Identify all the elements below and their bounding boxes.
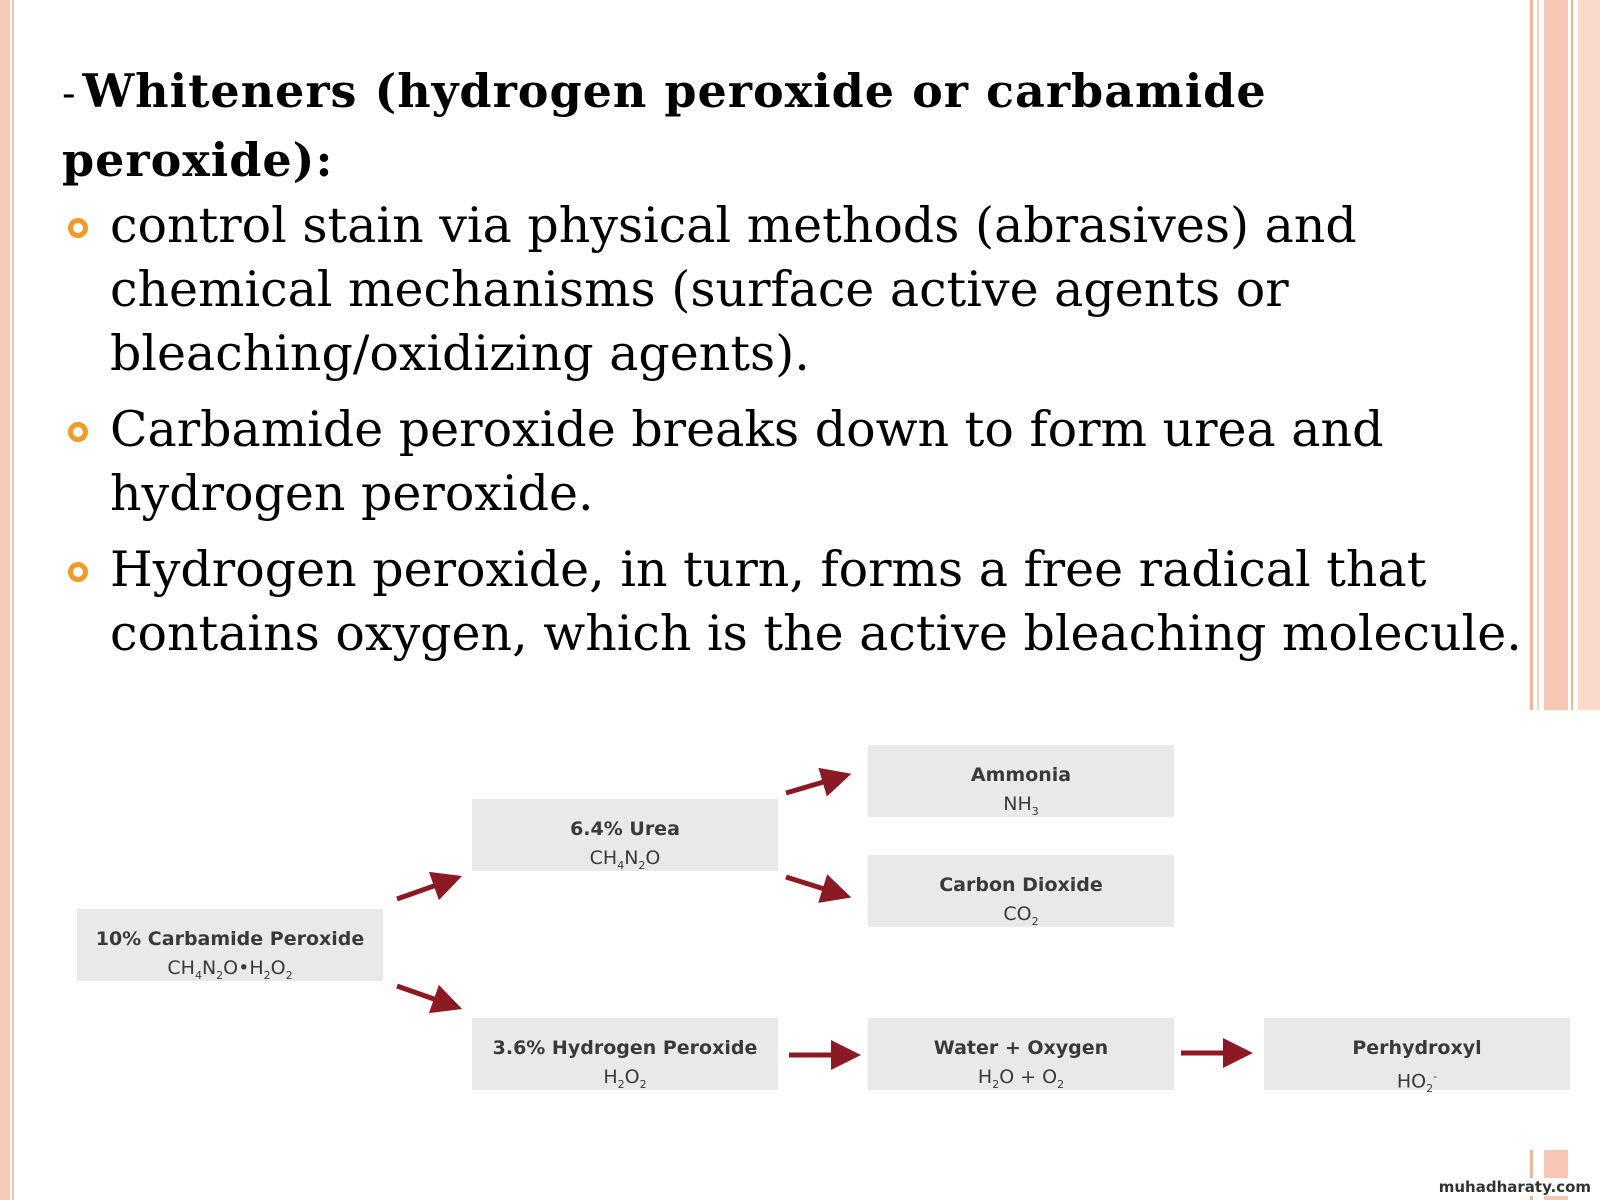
hydrogen-peroxide-box <box>472 1018 778 1090</box>
bullet-text: Hydrogen peroxide, in turn, forms a free radical that contains oxygen, which is the active bleaching molecule. <box>110 541 1522 662</box>
arrow-urea-to-co2 <box>786 877 837 893</box>
heading-dash: - <box>62 71 77 117</box>
heading-text: Whiteners (hydrogen peroxide or carbamide peroxide): <box>62 64 1267 187</box>
box-label: 3.6% Hydrogen Peroxide <box>492 1037 758 1059</box>
box-label: 6.4% Urea <box>570 818 680 840</box>
arrow-carbamide-to-peroxide <box>397 986 448 1004</box>
carbamide-peroxide-box <box>77 909 383 981</box>
box-formula: $H_2O + O_2$ <box>977 1066 1065 1091</box>
box-formula: $CH_4N_2O$ <box>589 847 661 872</box>
perhydroxyl-box <box>1264 1018 1570 1096</box>
box-formula: $CH_4N_2O•H_2O_2$ <box>167 957 293 982</box>
box-formula: $NH_3$ <box>1003 793 1039 818</box>
box-formula: $HO_2^-$ <box>1396 1070 1438 1096</box>
box-label: Perhydroxyl <box>1352 1037 1482 1059</box>
arrow-carbamide-to-urea <box>397 881 448 899</box>
urea-box <box>472 799 778 871</box>
arrow-urea-to-ammonia <box>786 778 837 793</box>
site-watermark: muhadharaty.com <box>1436 1178 1594 1196</box>
box-formula: $H_2O_2$ <box>603 1066 647 1091</box>
box-formula: $CO_2$ <box>1003 903 1039 928</box>
box-label: Ammonia <box>970 764 1072 786</box>
water-oxygen-box <box>868 1018 1174 1090</box>
carbon-dioxide-box <box>868 855 1174 927</box>
ammonia-box <box>868 745 1174 817</box>
box-label: 10% Carbamide Peroxide <box>95 928 365 950</box>
bullet-text: control stain via physical methods (abrasives) and chemical mechanisms (surface active agents or bleaching/oxidizing agents). <box>110 197 1357 382</box>
box-label: Water + Oxygen <box>933 1037 1109 1059</box>
box-label: Carbon Dioxide <box>939 874 1103 896</box>
bullet-text: Carbamide peroxide breaks down to form urea and hydrogen peroxide. <box>110 401 1384 522</box>
